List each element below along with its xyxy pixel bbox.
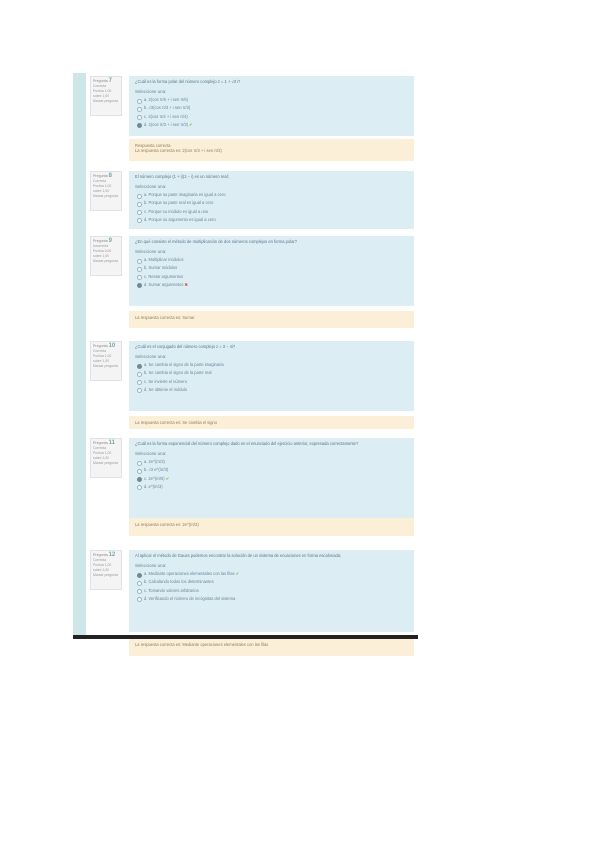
answer-option-text: d. Sumar argumentos (144, 281, 184, 287)
answer-option[interactable] (135, 378, 408, 386)
flag-question-link[interactable]: Marcar pregunta (93, 461, 118, 465)
select-one-label: Seleccione una: (135, 354, 167, 360)
answer-option-text: a. Se cambia el signo de la parte imaginaria (144, 362, 224, 368)
quiz-review-screenshot (73, 73, 418, 647)
answer-option[interactable] (135, 386, 408, 394)
answer-option[interactable] (135, 369, 408, 377)
answer-option-text: a. 2(cos π/6 + i sen π/6) (144, 97, 188, 103)
answer-option-text: c. Tomando valores arbitrarios (144, 587, 199, 593)
question-text: ¿Cuál es el conjugado del número complejo z = 3 − 4i? (135, 344, 236, 349)
question-info-box (90, 550, 122, 590)
question-score: Puntúa 1,00 sobre 1,00 (93, 89, 112, 98)
answer-option[interactable] (135, 113, 408, 121)
radio-button[interactable] (137, 99, 142, 104)
answer-option-text: a. 2e^(iπ/3) (144, 459, 165, 465)
radio-button[interactable] (137, 469, 142, 474)
question-label: Pregunta (93, 79, 108, 83)
question-status: Correcta (93, 446, 107, 450)
select-one-label: Seleccione una: (135, 563, 167, 569)
answer-option-text: d. e^(iπ/3) (144, 483, 163, 489)
answer-option[interactable] (135, 578, 408, 586)
check-icon: ✔ (189, 121, 193, 127)
question-block (73, 168, 418, 232)
question-label: Pregunta (93, 344, 108, 348)
question-info-box (90, 76, 122, 116)
radio-button[interactable] (137, 597, 142, 602)
answer-option[interactable] (135, 191, 408, 199)
question-text: ¿Cuál es la forma polar del número complejo z = 1 + √3 i? (135, 79, 241, 84)
answer-options (135, 256, 408, 289)
question-label: Pregunta (93, 441, 108, 445)
answer-option[interactable] (135, 595, 408, 603)
answer-option[interactable] (135, 199, 408, 207)
radio-button[interactable] (137, 218, 142, 223)
radio-button[interactable] (137, 194, 142, 199)
radio-button[interactable] (137, 485, 142, 490)
radio-button[interactable] (137, 123, 142, 128)
flag-question-link[interactable]: Marcar pregunta (93, 99, 118, 103)
question-status: Incorrecta (93, 244, 109, 248)
answer-option-text: c. Restar argumentos (144, 273, 184, 279)
question-score: Puntúa 1,00 sobre 1,00 (93, 451, 112, 460)
answer-option-text: b. Sumar módulos (144, 265, 178, 271)
question-block (73, 547, 418, 662)
question-status: Correcta (93, 558, 107, 562)
answer-option[interactable] (135, 121, 408, 129)
answer-option-text: a. Multiplicar módulos (144, 257, 184, 263)
radio-button[interactable] (137, 259, 142, 264)
answer-option-text: c. Se invierte el número (144, 378, 188, 384)
answer-options (135, 361, 408, 394)
flag-question-link[interactable]: Marcar pregunta (93, 259, 118, 263)
radio-button[interactable] (137, 275, 142, 280)
question-block (73, 73, 418, 167)
radio-button[interactable] (137, 364, 142, 369)
feedback-title: Respuesta correcta (135, 143, 171, 148)
answer-option-text: a. Porque su parte imaginaria es igual a cero (144, 192, 226, 198)
question-text: ¿En qué consiste el método de multiplicación de dos números complejos en forma polar? (135, 239, 298, 244)
question-card (129, 171, 414, 229)
answer-option[interactable] (135, 361, 408, 369)
answer-option-text: d. Porque su argumento es igual a cero (144, 216, 216, 222)
radio-button[interactable] (137, 477, 142, 482)
check-icon: ✔ (235, 571, 240, 577)
select-one-label: Seleccione una: (135, 249, 167, 255)
answer-options (135, 458, 408, 491)
radio-button[interactable] (137, 202, 142, 207)
question-number-value: 11 (108, 440, 115, 446)
question-number-value: 10 (108, 343, 116, 349)
answer-option[interactable] (135, 256, 408, 264)
answer-options (135, 96, 408, 129)
question-status: Correcta (93, 84, 107, 88)
answer-option-text: c. 2e^(iπ/6) (144, 475, 165, 481)
answer-option[interactable] (135, 208, 408, 216)
answer-option-text: a. Mediante operaciones elementales con las filas (144, 571, 235, 577)
answer-options (135, 570, 408, 603)
question-status: Correcta (93, 179, 107, 183)
radio-button[interactable] (137, 107, 142, 112)
question-number-value: 9 (108, 238, 112, 244)
answer-option[interactable] (135, 587, 408, 595)
radio-button[interactable] (137, 283, 142, 288)
question-info-box (90, 341, 122, 381)
question-card (129, 76, 414, 136)
select-one-label: Seleccione una: (135, 89, 167, 95)
feedback-box (129, 311, 414, 328)
cross-icon: ✖ (184, 281, 188, 287)
feedback-text: La respuesta correcta es: Sumar (135, 315, 195, 320)
question-label: Pregunta (93, 174, 108, 178)
flag-question-link[interactable]: Marcar pregunta (93, 364, 118, 368)
question-number-value: 7 (108, 78, 112, 84)
answer-option[interactable] (135, 570, 408, 578)
feedback-box (129, 638, 414, 656)
flag-question-link[interactable]: Marcar pregunta (93, 194, 118, 198)
answer-option[interactable] (135, 281, 408, 289)
question-info-box (90, 171, 122, 211)
answer-option[interactable] (135, 483, 408, 491)
question-label: Pregunta (93, 239, 108, 243)
flag-question-link[interactable]: Marcar pregunta (93, 573, 118, 577)
radio-button[interactable] (137, 380, 142, 385)
feedback-text: La respuesta correcta es: 2e^(iπ/3) (135, 522, 199, 527)
radio-button[interactable] (137, 267, 142, 272)
question-label: Pregunta (93, 553, 108, 557)
feedback-box (129, 139, 414, 161)
question-text: Al aplicar el método de Gauss podemos encontrar la solución de un sistema de ecuaciones en forma escalonada: (135, 553, 342, 558)
answer-options (135, 191, 408, 224)
answer-option[interactable] (135, 104, 408, 112)
answer-option-text: d. Verificando el número de incógnitas del sistema (144, 595, 236, 601)
question-block (73, 338, 418, 435)
question-score: Puntúa 1,00 sobre 1,00 (93, 563, 112, 572)
radio-button[interactable] (137, 115, 142, 120)
question-score: Puntúa 1,00 sobre 1,00 (93, 184, 112, 193)
radio-button[interactable] (137, 388, 142, 393)
question-number-value: 12 (108, 552, 116, 558)
question-card (129, 236, 414, 306)
feedback-box (129, 518, 414, 536)
radio-button[interactable] (137, 573, 142, 578)
answer-option-text: d. Se obtiene el módulo (144, 386, 188, 392)
question-text: ¿Cuál es la forma exponencial del número complejo dado en el enunciado del ejercicio anterior, expresada correctamente? (135, 441, 359, 446)
question-score: Puntúa 0,00 sobre 1,00 (93, 249, 112, 258)
answer-option-text: b. Calculando todos los determinantes (144, 579, 214, 585)
question-info-box (90, 438, 122, 478)
answer-option-text: b. √3 e^(iπ/3) (144, 467, 169, 473)
question-block (73, 233, 418, 334)
answer-option-text: c. Porque su módulo es igual a uno (144, 208, 209, 214)
answer-option[interactable] (135, 458, 408, 466)
question-score: Puntúa 1,00 sobre 1,00 (93, 354, 112, 363)
answer-option[interactable] (135, 264, 408, 272)
answer-option-text: b. Porque su parte real es igual a cero (144, 200, 214, 206)
radio-button[interactable] (137, 461, 142, 466)
answer-option[interactable] (135, 273, 408, 281)
radio-button[interactable] (137, 210, 142, 215)
bottom-bar (73, 635, 418, 639)
check-icon: ✔ (165, 475, 170, 481)
question-text: El número complejo (1 + i)(1 − i) es un número real: (135, 174, 229, 179)
feedback-text: La respuesta correcta es: 2(cos π/3 + i sen π/3) (135, 148, 222, 154)
answer-option[interactable] (135, 466, 408, 474)
answer-option[interactable] (135, 96, 408, 104)
answer-option-text: b. √3(cos π/3 + i sen π/3) (144, 105, 191, 111)
answer-option[interactable] (135, 216, 408, 224)
select-one-label: Seleccione una: (135, 184, 167, 190)
feedback-text: La respuesta correcta es: Mediante operaciones elementales con las filas (135, 642, 269, 647)
answer-option-text: d. 2(cos π/3 + i sen π/3) (144, 121, 188, 127)
answer-option-text: b. Se cambia el signo de la parte real (144, 370, 212, 376)
answer-option[interactable] (135, 475, 408, 483)
question-status: Correcta (93, 349, 107, 353)
radio-button[interactable] (137, 581, 142, 586)
question-info-box (90, 236, 122, 276)
question-number-value: 8 (108, 173, 112, 179)
select-one-label: Seleccione una: (135, 451, 167, 457)
feedback-box (129, 416, 414, 429)
radio-button[interactable] (137, 589, 142, 594)
question-block (73, 435, 418, 542)
question-card (129, 341, 414, 411)
answer-option-text: c. 2(cos π/4 + i sen π/4) (144, 113, 188, 119)
question-card (129, 550, 414, 632)
feedback-text: La respuesta correcta es: Se cambia el signo (135, 420, 217, 425)
radio-button[interactable] (137, 372, 142, 377)
